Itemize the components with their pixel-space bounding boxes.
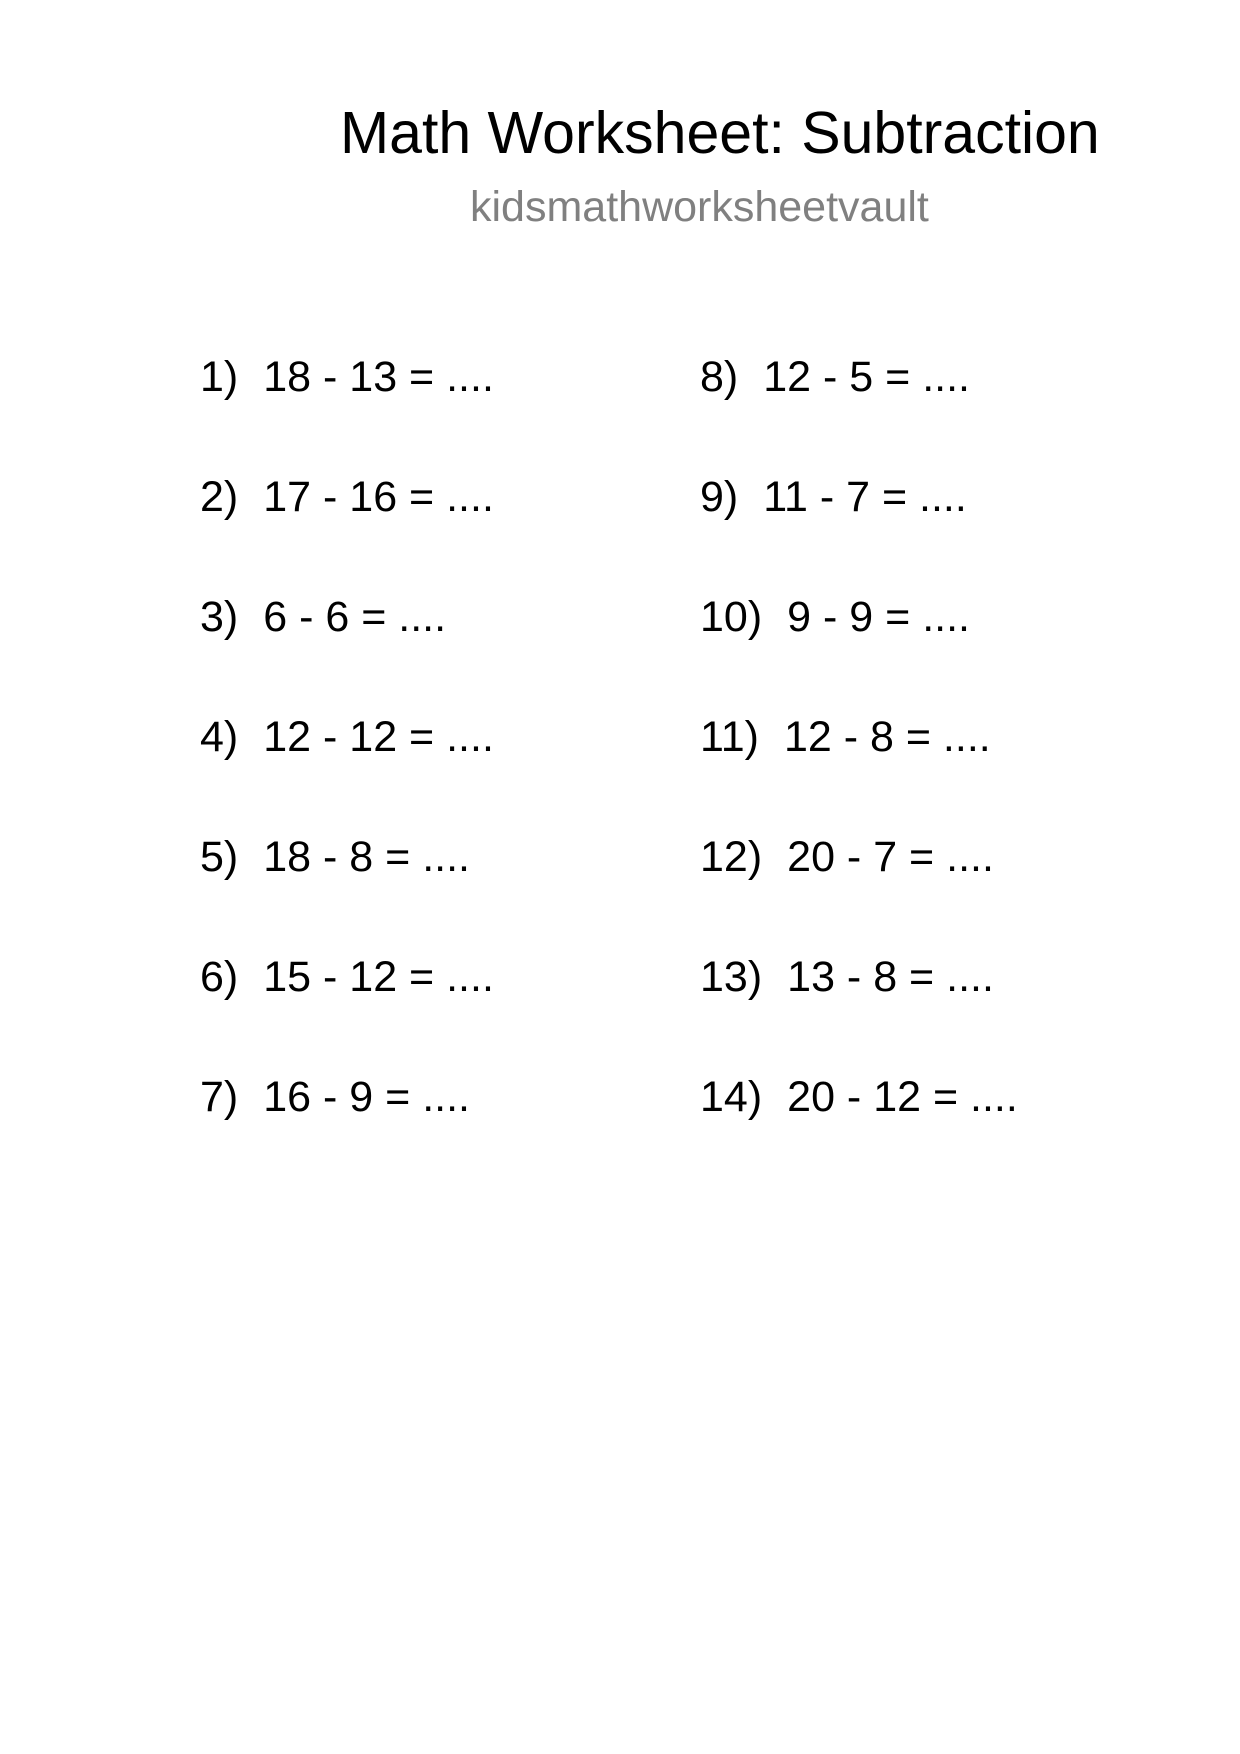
problem-number: 6) bbox=[200, 953, 239, 1001]
problem-expression: 16 - 9 = .... bbox=[263, 1073, 470, 1121]
problem-item bbox=[200, 1072, 680, 1192]
problem-number: 14) bbox=[700, 1073, 763, 1121]
problem-column-left bbox=[200, 352, 680, 1192]
worksheet-title: Math Worksheet: Subtraction bbox=[340, 100, 1100, 166]
problem-expression: 17 - 16 = .... bbox=[263, 473, 494, 521]
problem-expression: 12 - 5 = .... bbox=[763, 353, 970, 401]
problem-item bbox=[700, 352, 1180, 472]
problem-item bbox=[200, 712, 680, 832]
problem-expression: 15 - 12 = .... bbox=[263, 953, 494, 1001]
problem-item bbox=[700, 472, 1180, 592]
problem-number: 11) bbox=[700, 713, 759, 761]
problem-expression: 18 - 8 = .... bbox=[263, 833, 470, 881]
problem-item bbox=[700, 832, 1180, 952]
problem-item bbox=[200, 472, 680, 592]
problem-number: 3) bbox=[200, 593, 239, 641]
problem-number: 13) bbox=[700, 953, 763, 1001]
problem-number: 5) bbox=[200, 833, 239, 881]
problem-expression: 6 - 6 = .... bbox=[263, 593, 447, 641]
problem-number: 4) bbox=[200, 713, 239, 761]
problem-expression: 12 - 12 = .... bbox=[263, 713, 494, 761]
problem-number: 12) bbox=[700, 833, 763, 881]
problem-number: 10) bbox=[700, 593, 763, 641]
problem-item bbox=[700, 712, 1180, 832]
problem-expression: 13 - 8 = .... bbox=[787, 953, 994, 1001]
problem-expression: 18 - 13 = .... bbox=[263, 353, 494, 401]
worksheet-subtitle: kidsmathworksheetvault bbox=[470, 183, 929, 231]
problem-expression: 20 - 7 = .... bbox=[787, 833, 994, 881]
problem-item bbox=[200, 352, 680, 472]
problem-item bbox=[200, 832, 680, 952]
problem-number: 9) bbox=[700, 473, 739, 521]
problem-item bbox=[700, 1072, 1180, 1192]
problem-expression: 20 - 12 = .... bbox=[787, 1073, 1018, 1121]
problem-item bbox=[700, 952, 1180, 1072]
problem-item bbox=[200, 592, 680, 712]
problem-number: 2) bbox=[200, 473, 239, 521]
problem-expression: 12 - 8 = .... bbox=[783, 713, 991, 761]
problem-column-right bbox=[700, 352, 1180, 1192]
problem-expression: 11 - 7 = .... bbox=[763, 473, 967, 521]
problem-item bbox=[200, 952, 680, 1072]
problem-expression: 9 - 9 = .... bbox=[787, 593, 970, 641]
problem-item bbox=[700, 592, 1180, 712]
problem-number: 8) bbox=[700, 353, 739, 401]
problem-number: 7) bbox=[200, 1073, 239, 1121]
problem-number: 1) bbox=[200, 353, 239, 401]
